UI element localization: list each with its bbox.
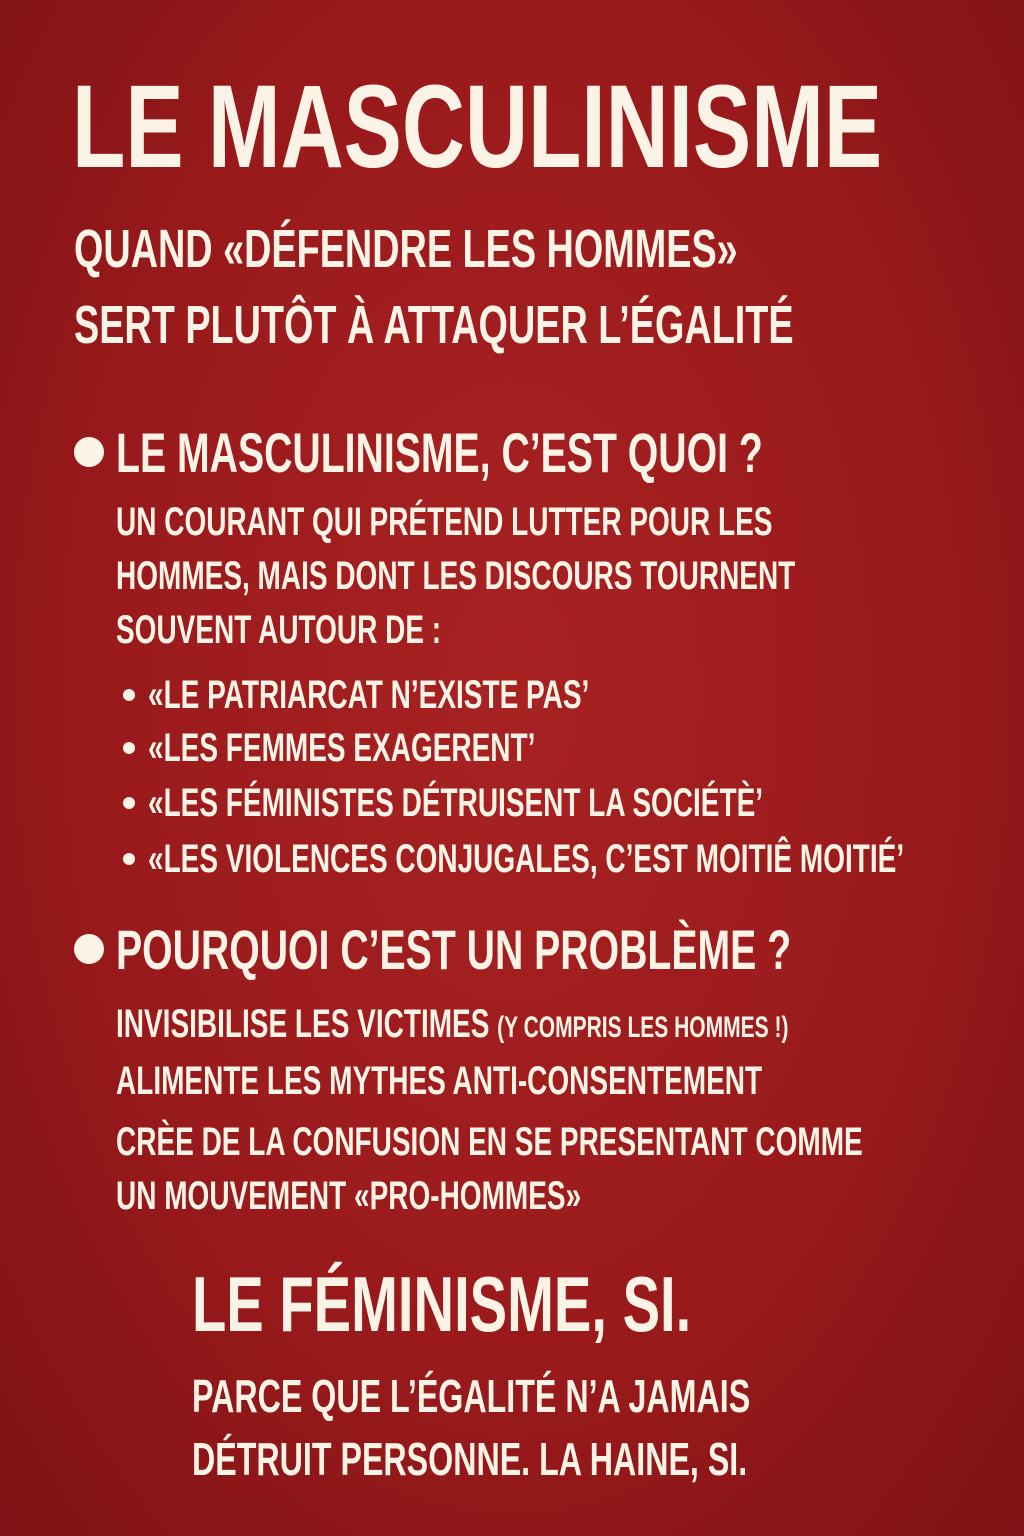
quote-bullet-icon [123,853,135,865]
section-2-line-1-main: INVISIBILISE LES VICTIMES [116,1002,498,1046]
section-2-line-3: CRÈE DE LA CONFUSION EN SE PRESENTANT COMME [116,1120,863,1164]
section-1-body-line-2: HOMMES, MAIS DONT LES DISCOURS TOURNENT [116,554,796,598]
section-1-bullet-icon [74,437,104,467]
section-2-bullet-icon [74,934,104,964]
quote-item-3: «LES FÉMINISTES DÉTRUISENT LA SOCIÉTÈ’ [148,781,764,825]
section-2-line-1-parenthetical: (Y COMPRIS LES HOMMES !) [497,1011,789,1044]
subtitle-line-2: SERT PLUTÔT À ATTAQUER L’ÉGALITÉ [74,295,794,355]
section-2-line-2: ALIMENTE LES MYTHES ANTI-CONSENTEMENT [116,1059,763,1103]
quote-bullet-icon [123,742,135,754]
quote-item-1: «LE PATRIARCAT N’EXISTE PAS’ [148,673,590,717]
section-2-line-4: UN MOUVEMENT «PRO-HOMMES» [116,1174,582,1218]
section-1-body-line-3: SOUVENT AUTOUR DE : [116,608,442,652]
section-1-body-line-1: UN COURANT QUI PRÉTEND LUTTER POUR LES [116,500,773,544]
subtitle-line-1: QUAND «DÉFENDRE LES HOMMES» [74,219,738,279]
quote-bullet-icon [123,797,135,809]
quote-bullet-icon [123,689,135,701]
section-2-line-1 [116,1004,788,1048]
section-1-heading: LE MASCULINISME, C’EST QUOI ? [116,421,763,484]
closing-line-1: PARCE QUE L’ÉGALITÉ N’A JAMAIS [192,1370,751,1422]
closing-line-2: DÉTRUIT PERSONNE. LA HAINE, SI. [192,1433,748,1485]
quote-item-2: «LES FEMMES EXAGERENT’ [148,726,536,770]
poster-title: LE MASCULINISME [72,61,883,193]
conclusion-headline: LE FÉMINISME, SI. [192,1260,692,1348]
section-2-heading: POURQUOI C’EST UN PROBLÈME ? [116,918,792,981]
quote-item-4: «LES VIOLENCES CONJUGALES, C’EST MOITIÊ MOITIÉ’ [148,837,905,881]
